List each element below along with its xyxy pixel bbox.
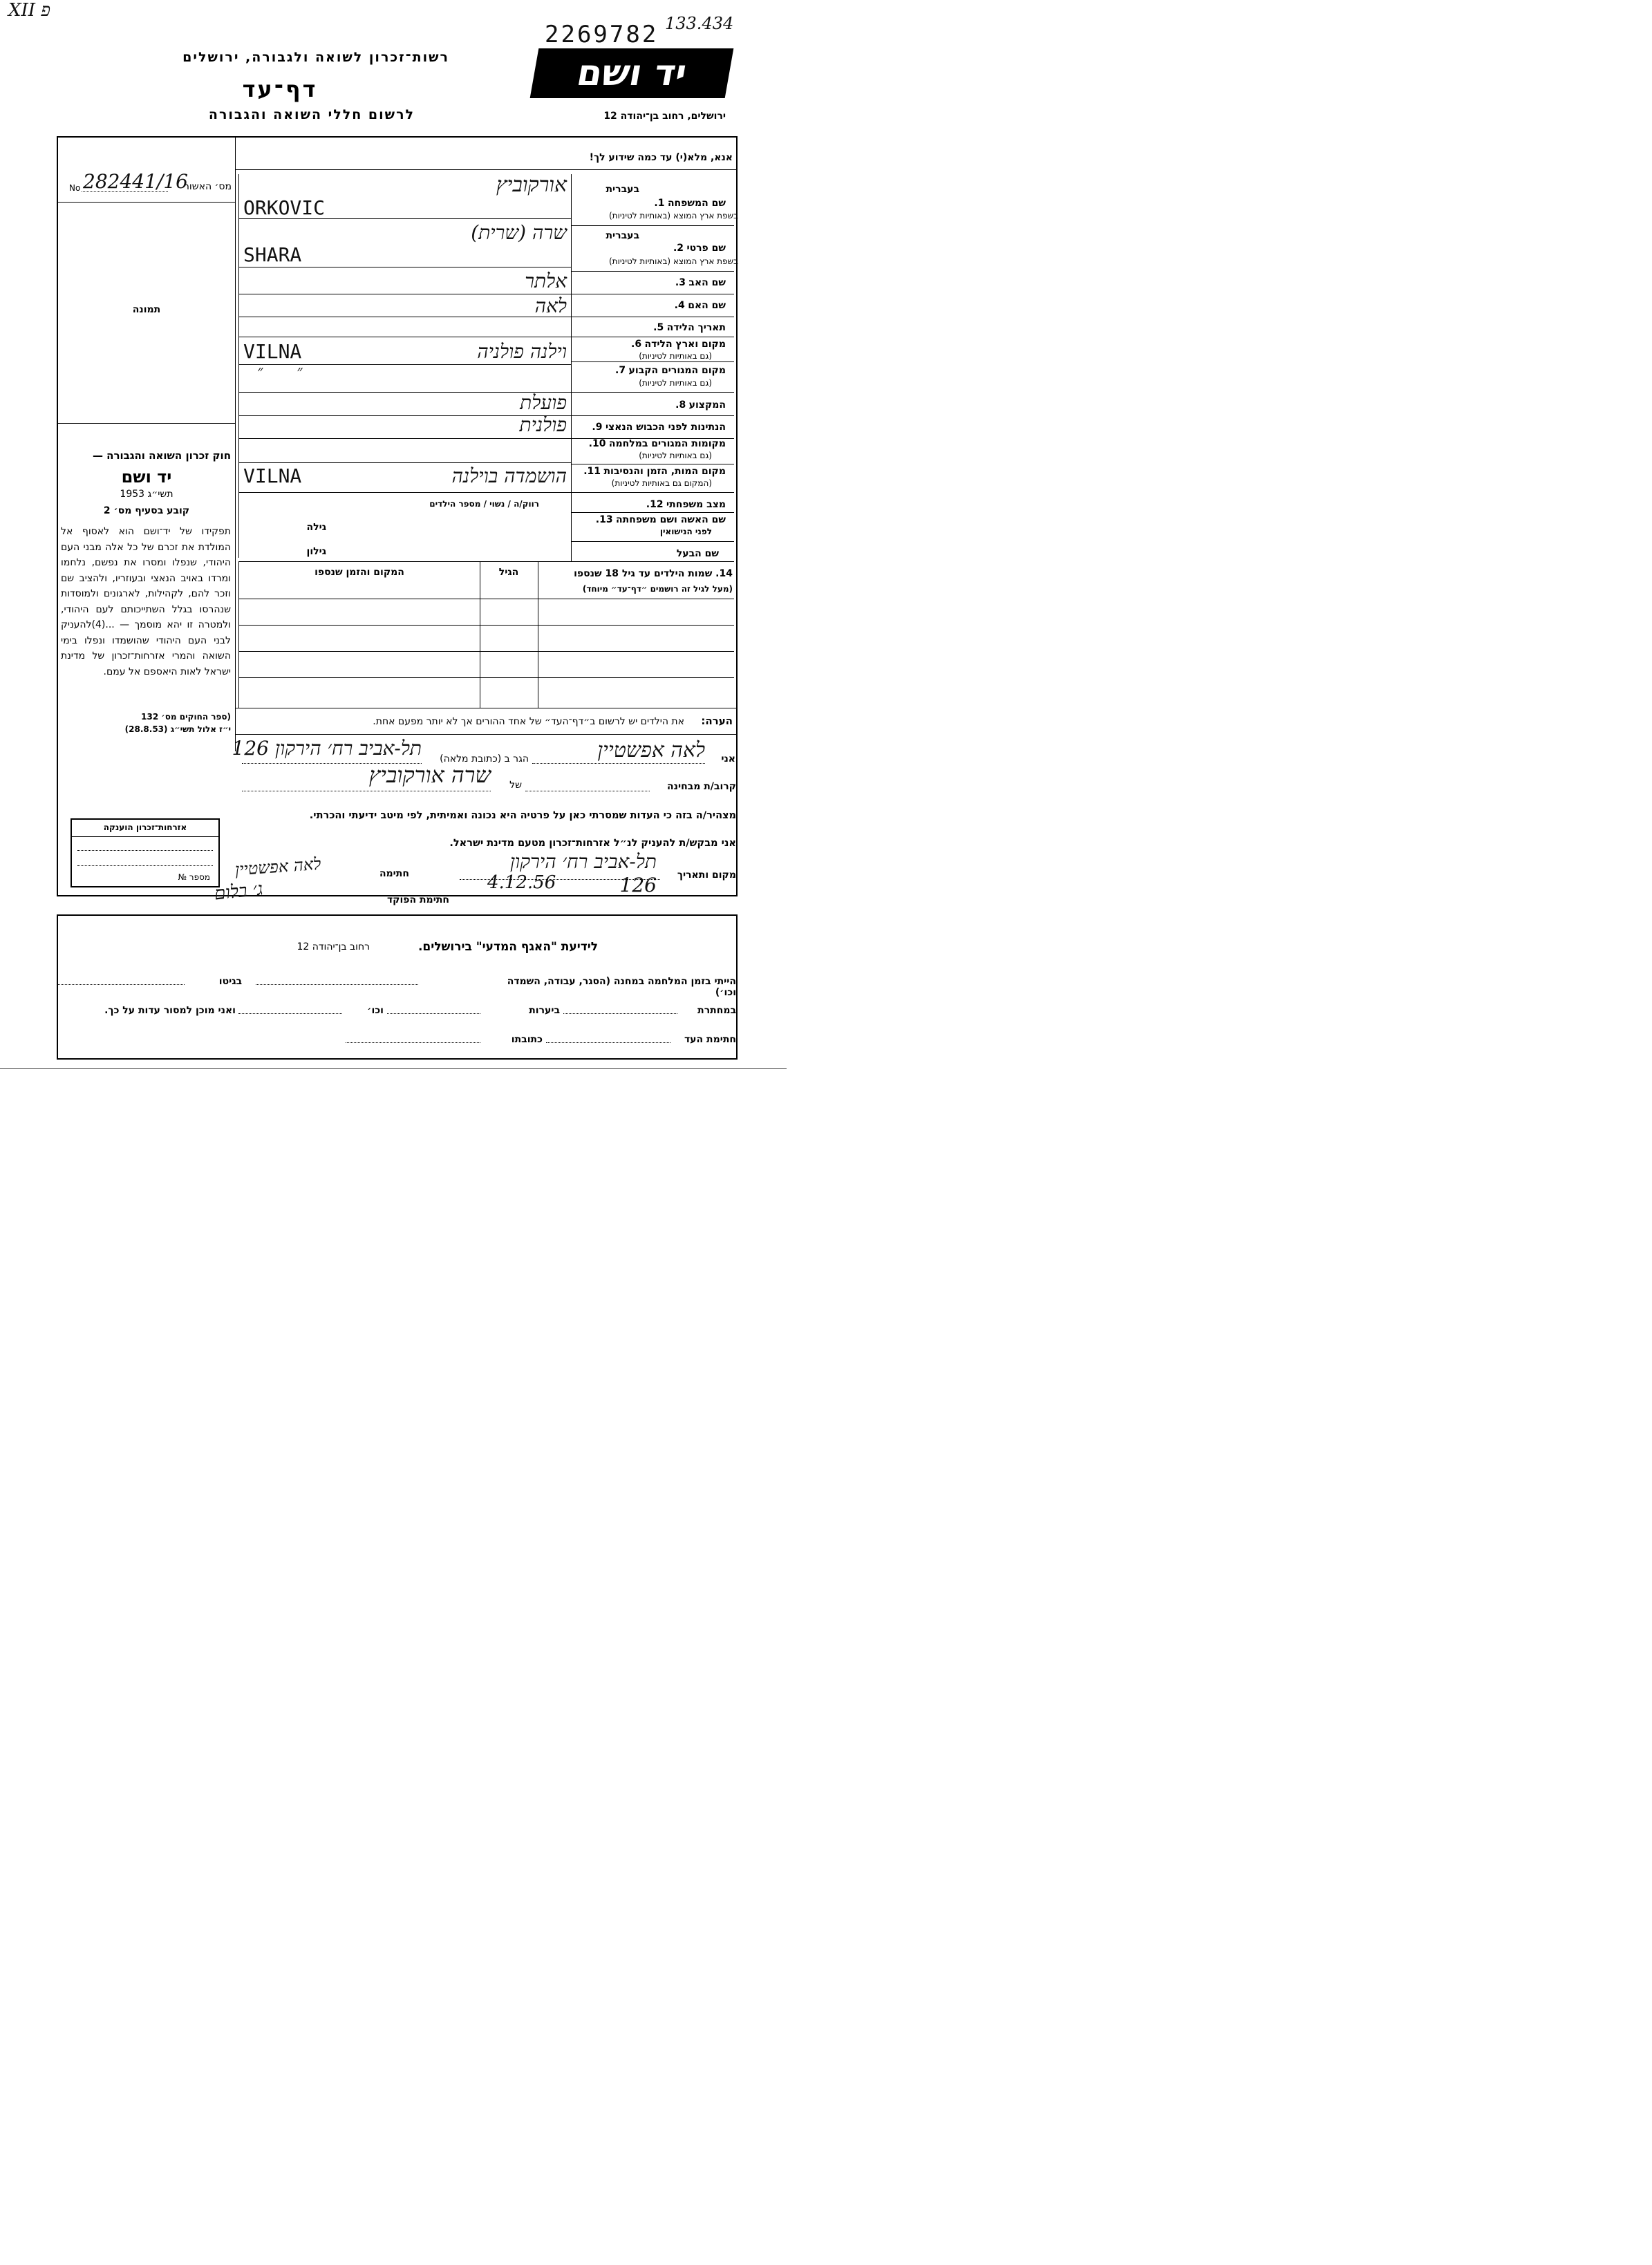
field-label-nationality: הנתינות לפני הכבוש הנאצי 9.: [592, 422, 726, 433]
cert-value: 282441/16: [83, 170, 188, 193]
first-name-latin-value: SHARA: [243, 243, 302, 266]
field-label-father: שם האב 3.: [675, 277, 726, 288]
footer-title: לידיעת "האגף המדעי" בירושלים.: [417, 940, 598, 954]
field-sub-first-name: בשפת ארץ המוצא (באותיות לטיניות): [609, 256, 738, 266]
husband-name-value: גילון: [306, 546, 326, 557]
stamp-number-label: מספר №: [178, 872, 210, 882]
field-label-first-name: שם פרטי 2.: [673, 243, 726, 254]
of-label: של: [509, 780, 522, 791]
field-sub-birth-place: (גם באותיות לטיניות): [639, 351, 712, 361]
date-value: 4.12.56: [487, 872, 556, 893]
marital-status-value: רווק/ה / נשוי / מספר הילדים: [429, 499, 539, 509]
law-text: תפקידו של יד־ושם הוא לאסוף אל המולדת את זכרם של כל אלה מבני העם היהודי, שנפלו ומסרו את נפשם, נלחמו ומרדו באויב הנאצי ובעוזריו, ולהציב שם וזכר להם, לקהילות, לארגונים ולמוסדות שנהרסו בגלל השתייכותם לעם היהודי, ולמטרה זו יהא מוסמך — ...(4)להעניק לבני העם היהודי שהושמדו ונפלו בימי השואה והמרי אזרחות־זכרון של מדינת ישראל לאות היאספם אל עמם.: [61, 526, 231, 677]
law-clause: קובע בסעיף מס׳ 2: [103, 505, 190, 516]
corner-mark: XII פ: [8, 0, 50, 21]
field-label-birth-place: מקום וארץ הלידה 6.: [630, 339, 726, 350]
place-date-label: מקום ותאריך: [677, 870, 736, 881]
declarant-name: לאה אפשטיין: [597, 738, 705, 762]
nationality-value: פולנית: [519, 413, 567, 436]
footer-line2-d: ואני מוכן למסור עדות על כך.: [104, 1005, 236, 1016]
birth-place-latin-value: VILNA: [243, 340, 302, 363]
declarant-label: אני: [721, 753, 735, 764]
footer-line3-a: חתימת העד: [684, 1034, 736, 1045]
field-label-husband: שם הבעל: [676, 548, 719, 559]
profession-value: פועלת: [520, 391, 567, 414]
field-label-surname: שם המשפחה 1.: [654, 198, 726, 209]
footer-address: רחוב בן־יהודה 12: [297, 941, 370, 952]
photo-label: תמונה: [132, 304, 161, 315]
cert-no-prefix: No: [69, 183, 81, 193]
birth-place-hebrew-value: וילנה פולניה: [477, 340, 567, 363]
father-name-value: אלתר: [525, 270, 567, 292]
handwritten-number: 133.434: [665, 14, 734, 33]
field-sub-wartime-residence: (גם באותיות לטיניות): [639, 451, 712, 460]
header-address: ירושלים, רחוב בן־יהודה 12: [603, 111, 726, 122]
instruction: אנא, מלא(י) עד כמה שידוע לך!: [589, 152, 733, 163]
note-text: את הילדים יש לרשום ב״דף־העד״ של אחד ההורים אך לא יותר מפעם אחת.: [373, 716, 684, 727]
surname-hebrew-value: אורקוביץ: [496, 173, 567, 197]
death-place-hebrew-value: הושמדה בוילנה: [451, 464, 567, 487]
officer-signature: ג׳ בלום: [213, 878, 264, 905]
field-label-marital-status: מצב משפחתי 12.: [646, 499, 726, 510]
cert-label: מס׳ האשור: [183, 181, 232, 192]
field-sub-wife-name: לפני הנישואין: [659, 527, 712, 536]
field-label-wartime-residence: מקומות המגורים במלחמה 10.: [588, 438, 726, 449]
law-year: תשי״ג 1953: [120, 489, 173, 500]
children-title: 14. שמות הילדים עד גיל 18 שנספו: [574, 568, 733, 579]
law-source: (ספר החוקים מס׳ 132: [141, 712, 231, 722]
declarant-address: תל-אביב רח׳ הירקון 126: [232, 737, 422, 760]
children-subtitle: (מעל לגיל זה רושמים ״דף־עד״ מיוחד): [582, 584, 733, 594]
footer-line1-a: הייתי בזמן המלחמה במחנה (הסגר, עבודה, השמדה וכו׳): [507, 976, 736, 998]
stamp-title: אזרחות־זכרון הוענקה: [103, 823, 187, 832]
children-place-header: המקום והזמן שנספו: [315, 567, 404, 578]
field-sub-surname: בשפת ארץ המוצא (באותיות לטיניות): [609, 211, 738, 220]
surname-latin-value: ORKOVIC: [243, 196, 326, 219]
field-label-profession: המקצוע 8.: [675, 400, 726, 411]
lang-hebrew-1: בעברית: [606, 184, 639, 195]
declaration-text: מצהיר/ה בזה כי העדות שמסרתי כאן על פרטיה היא נכונה ואמיתית, לפי מיטב ידיעתי והכרתי.: [309, 810, 736, 821]
law-title: חוק זכרון השואה והגבורה —: [92, 449, 231, 462]
field-label-birth-date: תאריך הלידה 5.: [653, 322, 726, 333]
law-name: יד ושם: [121, 467, 172, 487]
form-subtitle: לרשום חללי השואה והגבורה: [208, 107, 415, 122]
law-date: י״ז אלול תשי״ג (28.8.53): [124, 724, 231, 734]
relative-label: קרוב/ת מבחינה: [666, 781, 736, 792]
footer-line2-b: ביערות: [529, 1005, 560, 1016]
first-name-hebrew-value: שרה (שרית): [471, 221, 567, 244]
relative-of-name: שרה אורקוביץ: [368, 762, 491, 788]
signature-label: חתימה: [379, 868, 409, 879]
footer-line2-c: וכו׳: [367, 1005, 384, 1016]
place-value: תל-אביב רח׳ הירקון 126: [509, 850, 657, 896]
authority-name: רשות־זכרון לשואה ולגבורה, ירושלים: [182, 50, 449, 65]
field-label-mother: שם האם 4.: [674, 300, 726, 311]
mother-name-value: לאה: [534, 294, 567, 317]
wife-name-value: גילה: [306, 522, 326, 533]
field-label-death-place: מקום המות, הזמן והנסיבות 11.: [583, 466, 726, 477]
field-label-residence: מקום המגורים הקבוע 7.: [615, 365, 726, 376]
footer-line3-b: כתובתו: [511, 1034, 543, 1045]
field-sub-death-place: (המקום גם באותיות לטיניות): [611, 478, 712, 488]
residence-value: ״ ״: [257, 363, 303, 380]
field-sub-residence: (גם באותיות לטיניות): [639, 378, 712, 388]
officer-signature-label: חתימת הפוקד: [386, 894, 449, 905]
lang-hebrew-2: בעברית: [606, 230, 639, 241]
field-label-wife-name: שם האשה ושם משפחתה 13.: [595, 514, 726, 525]
form-title: דף־עד: [242, 76, 318, 102]
request-text: אני מבקש/ת להעניק לנ״ל אזרחות־זכרון מטעם מדינת ישראל.: [449, 838, 736, 849]
footer-line2-a: במחתרת: [697, 1005, 736, 1016]
footer-line1-b: בגיטו: [218, 976, 242, 987]
yad-vashem-logo: יד ושם: [530, 48, 734, 98]
archive-number: 2269782: [545, 21, 659, 48]
children-age-header: הגיל: [498, 567, 519, 578]
witness-signature: לאה אפשטיין: [234, 854, 322, 880]
note-label: הערה:: [701, 715, 733, 727]
residing-label: הגר ב (כתובת מלאה): [440, 753, 529, 764]
death-place-latin-value: VILNA: [243, 464, 302, 487]
